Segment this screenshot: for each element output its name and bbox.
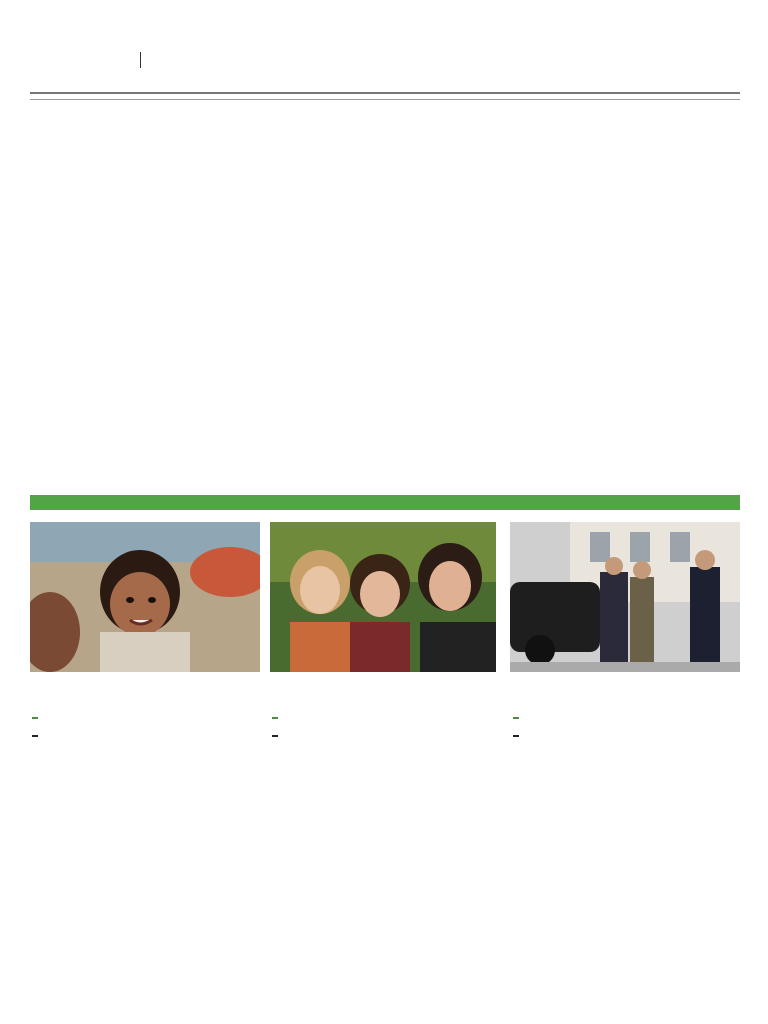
- highlights-header: [30, 495, 740, 510]
- channel-time-tag: [513, 735, 519, 737]
- highlight-photo-3: [510, 522, 740, 672]
- highlight-label-1: [32, 706, 38, 742]
- header-rule: [30, 92, 740, 94]
- highlight-label-3: [513, 706, 519, 742]
- header-rule-thin: [30, 99, 740, 100]
- channel-time-tag: [32, 735, 38, 737]
- sisters-photo-illustration: [270, 522, 496, 672]
- category-tag: [32, 717, 38, 719]
- highlight-label-2: [272, 706, 278, 742]
- category-tag: [513, 717, 519, 719]
- highlight-photo-2: [270, 522, 496, 672]
- child-photo-illustration: [30, 522, 260, 672]
- highlight-photo-1: [30, 522, 260, 672]
- arrest-photo-illustration: [510, 522, 740, 672]
- header-divider: [140, 52, 141, 68]
- channel-time-tag: [272, 735, 278, 737]
- page-header: [30, 50, 740, 72]
- category-tag: [272, 717, 278, 719]
